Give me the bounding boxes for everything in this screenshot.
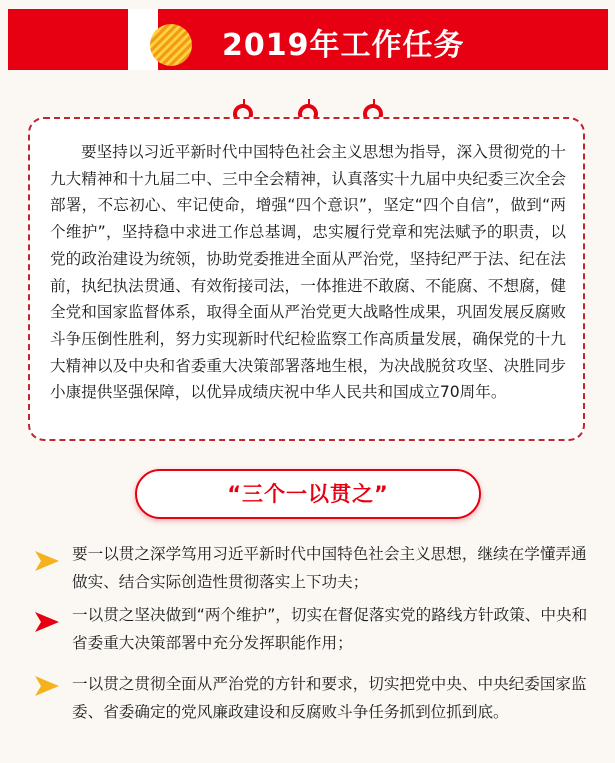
arrow-right-icon [33,550,61,572]
arrow-right-icon [33,611,61,633]
list-item-text: 一以贯之坚决做到“两个维护”，切实在督促落实党的路线方针政策、中央和省委重大决策部署中充分发挥职能作用； [72,606,588,652]
header-banner [8,9,608,70]
list-item [72,670,592,726]
intro-paragraph: 要坚持以习近平新时代中国特色社会主义思想为指导，深入贯彻党的十九大精神和十九届二中、三中全会精神，认真落实十九届中央纪委三次全会部署，不忘初心、牢记使命，增强“四个意识”，坚定“四个自信”，做到“两个维护”，坚持稳中求进工作总基调，忠实履行党章和宪法赋予的职责，以党的政治建设为统领，协助党委推进全面从严治党，坚持纪严于法、纪在法前，执纪执法贯通、有效衔接司法，一体推进不敢腐、不能腐、不想腐，健全党和国家监督体系，取得全面从严治党更大战略性成果，巩固发展反腐败斗争压倒性胜利，努力实现新时代纪检监察工作高质量发展，确保党的十九大精神以及中央和省委重大决策部署落地生根，为决战脱贫攻坚、决胜同步小康提供坚强保障，以优异成绩庆祝中华人民共和国成立70周年。 [50,143,566,402]
striped-circle-icon [150,24,192,66]
list-item [72,601,592,657]
list-item-text: 要一以贯之深学笃用习近平新时代中国特色社会主义思想，继续在学懂弄通做实、结合实际创造性贯彻落实上下功夫； [72,545,587,591]
list-item [72,540,592,596]
page-title: 2019年工作任务 [222,28,465,63]
arrow-right-icon [33,675,61,697]
section-heading: “三个一以贯之” [135,469,481,519]
list-item-text: 一以贯之贯彻全面从严治党的方针和要求，切实把党中央、中央纪委国家监委、省委确定的党风廉政建设和反腐败斗争任务抓到位抓到底。 [72,675,587,721]
intro-card [28,117,585,441]
